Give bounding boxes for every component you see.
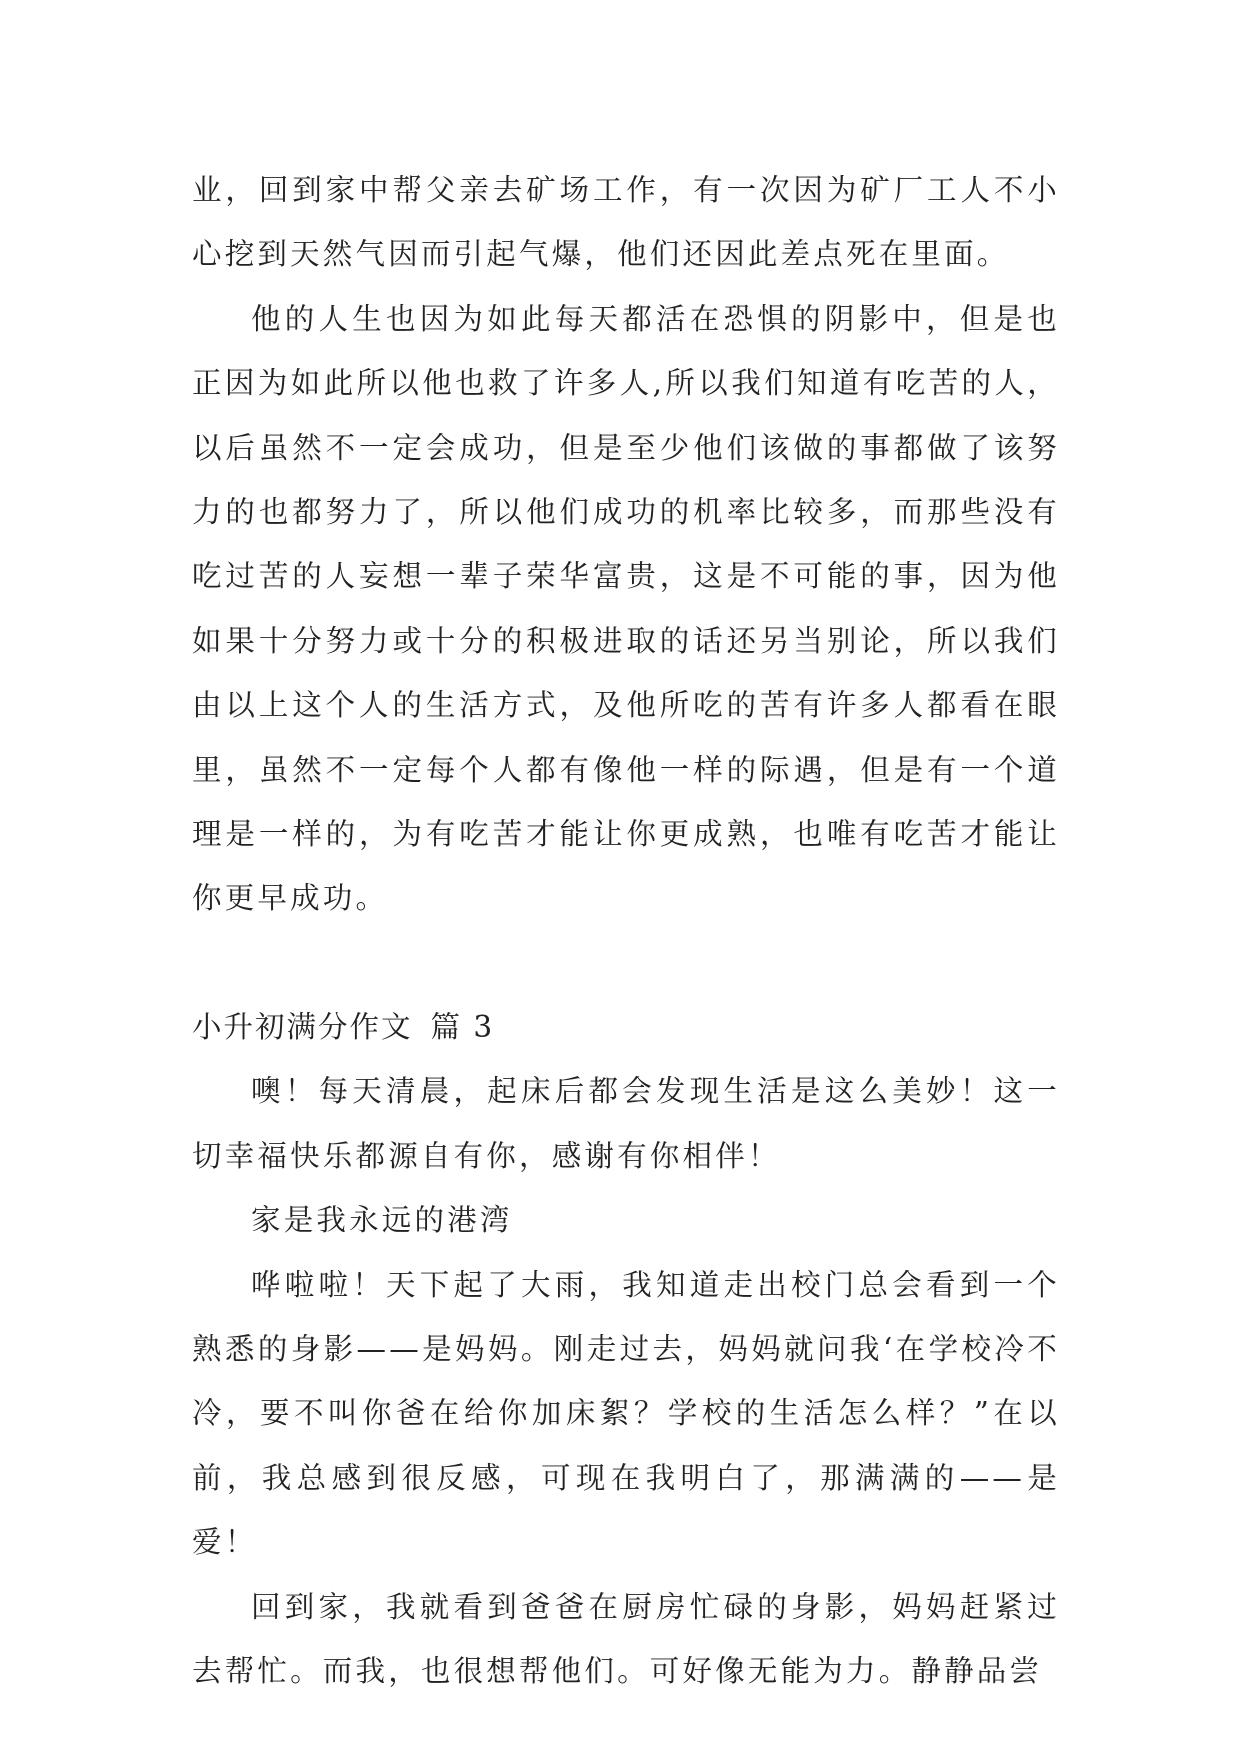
section-heading (192, 995, 1060, 1059)
section-spacer (192, 931, 1060, 995)
essay-subtitle: 家是我永远的港湾 (251, 1203, 513, 1238)
continued-paragraph: 业，回到家中帮父亲去矿场工作，有一次因为矿厂工人不小心挖到天然气因而引起气爆，他们还因此差点死在里面。 (192, 173, 1060, 272)
paragraph-home: 回到家，我就看到爸爸在厨房忙碌的身影，妈妈赶紧过去帮忙。而我，也很想帮他们。可好像无能为力。静静品尝 (192, 1589, 1060, 1688)
paragraph-morning: 噢！每天清晨，起床后都会发现生活是这么美妙！这一切幸福快乐都源自有你，感谢有你相伴！ (192, 1074, 1060, 1173)
paragraph-rain: 哗啦啦！天下起了大雨，我知道走出校门总会看到一个熟悉的身影——是妈妈。刚走过去，妈妈就问我‘在学校冷不冷，要不叫你爸在给你加床絮？学校的生活怎么样？”在以前，我总感到很反感，可现在我明白了，那满满的——是爱！ (192, 1267, 1060, 1560)
paragraph-life-hardship: 他的人生也因为如此每天都活在恐惧的阴影中，但是也正因为如此所以他也救了许多人,所以我们知道有吃苦的人，以后虽然不一定会成功，但是至少他们该做的事都做了该努力的也都努力了，所以他们成功的机率比较多，而那些没有吃过苦的人妄想一辈子荣华富贵，这是不可能的事，因为他如果十分努力或十分的积极进取的话还另当别论，所以我们由以上这个人的生活方式，及他所吃的苦有许多人都看在眼里，虽然不一定每个人都有像他一样的际遇，但是有一个道理是一样的，为有吃苦才能让你更成熟，也唯有吃苦才能让你更早成功。 (192, 301, 1060, 916)
section-title: 小升初满分作文 (192, 1009, 413, 1044)
document-body (192, 158, 1060, 1703)
section-label: 篇 3 (430, 1009, 495, 1044)
